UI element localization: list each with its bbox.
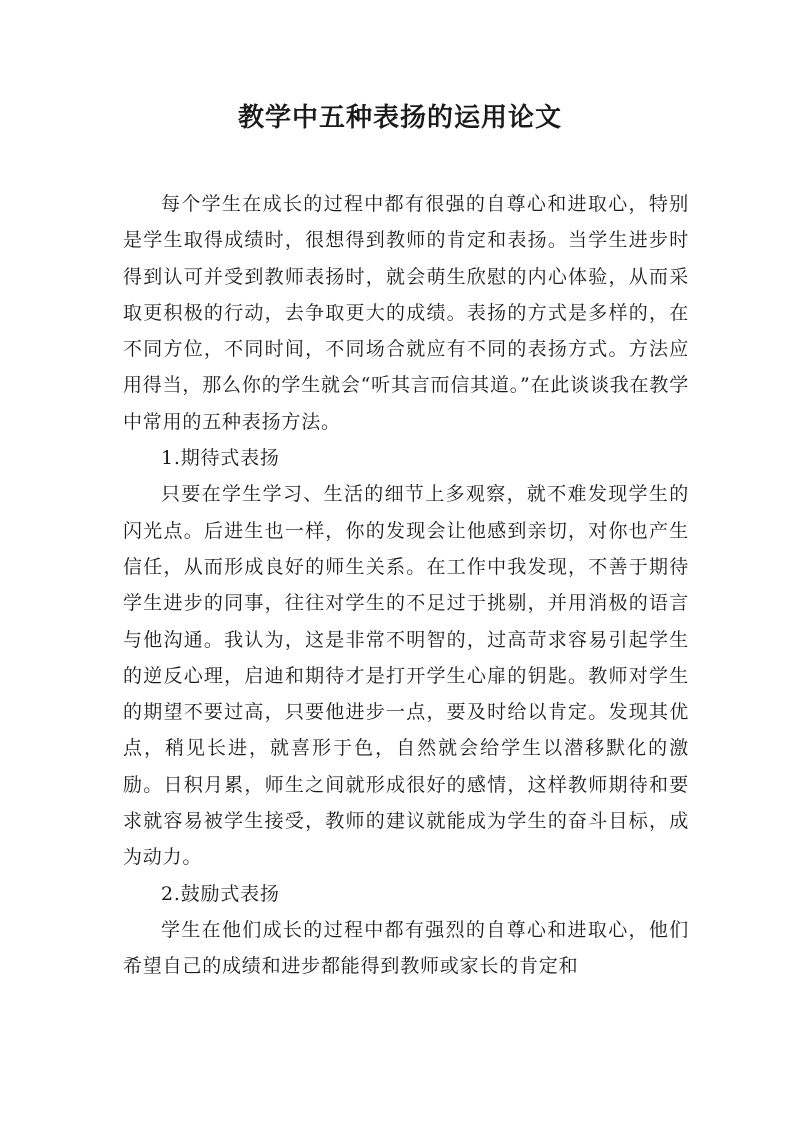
- section-heading-1: 1.期待式表扬: [161, 447, 280, 470]
- document-title: 教学中五种表扬的运用论文: [237, 103, 562, 133]
- paragraph-section-2: 学生在他们成长的过程中都有强烈的自尊心和进取心，他们希望自己的成绩和进步都能得到教师或家长的肯定和: [123, 918, 689, 978]
- paragraph-intro: 每个学生在成长的过程中都有很强的自尊心和进取心，特别是学生取得成绩时，很想得到教师的肯定和表扬。当学生进步时得到认可并受到教师表扬时，就会萌生欣慰的内心体验，从而采取更积极的行动，去争取更大的成绩。表扬的方式是多样的，在不同方位，不同时间，不同场合就应有不同的表扬方式。方法应用得当，那么你的学生就会“听其言而信其道。”在此谈谈我在教学中常用的五种表扬方法。: [123, 193, 689, 433]
- paragraph-section-1: 只要在学生学习、生活的细节上多观察，就不难发现学生的闪光点。后进生也一样，你的发现会让他感到亲切，对你也产生信任，从而形成良好的师生关系。在工作中我发现，不善于期待学生进步的同事，往往对学生的不足过于挑剔，并用消极的语言与他沟通。我认为，这是非常不明智的，过高苛求容易引起学生的逆反心理，启迪和期待才是打开学生心扉的钥匙。教师对学生的期望不要过高，只要他进步一点，要及时给以肯定。发现其优点，稍见长进，就喜形于色，自然就会给学生以潜移默化的激励。日积月累，师生之间就形成很好的感情，这样教师期待和要求就容易被学生接受，教师的建议就能成为学生的奋斗目标，成为动力。: [123, 483, 689, 869]
- section-heading-2: 2.鼓励式表扬: [161, 882, 280, 905]
- document-body: [123, 186, 689, 985]
